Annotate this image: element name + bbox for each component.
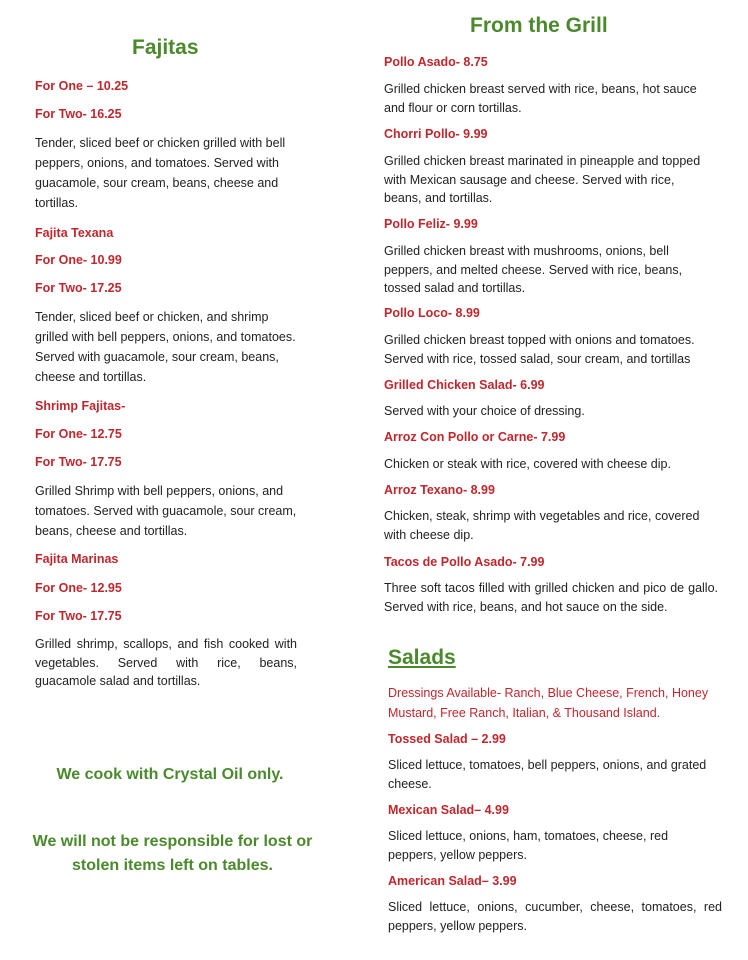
- grilled-chicken-salad-description: Served with your choice of dressing.: [384, 404, 585, 418]
- lost-items-note: We will not be responsible for lost or stolen items left on tables.: [32, 833, 313, 874]
- tacos-de-pollo-asado-description: Three soft tacos filled with grilled chicken and pico de gallo. Served with rice, beans, and hot sauce on the side.: [384, 581, 718, 614]
- arroz-con-pollo-name: Arroz Con Pollo or Carne- 7.99: [384, 430, 566, 444]
- american-salad-description: Sliced lettuce, onions, cucumber, cheese, tomatoes, red peppers, yellow peppers.: [388, 900, 722, 933]
- fajita-marinas-for-two-price: For Two- 17.75: [35, 609, 122, 623]
- pollo-asado-description: Grilled chicken breast served with rice, beans, hot sauce and flour or corn tortillas.: [384, 82, 697, 115]
- shrimp-fajitas-name: Shrimp Fajitas-: [35, 399, 126, 413]
- fajitas-for-two-price: For Two- 16.25: [35, 107, 122, 121]
- fajita-marinas-description: Grilled shrimp, scallops, and fish cooked with vegetables. Served with rice, beans, guacamole salad and tortillas.: [35, 637, 297, 688]
- fajita-texana-description: Tender, sliced beef or chicken, and shrimp grilled with bell peppers, onions, and tomatoes. Served with guacamole, sour cream, beans, cheese and tortillas.: [35, 310, 296, 384]
- pollo-feliz-description: Grilled chicken breast with mushrooms, onions, bell peppers, and melted cheese. Served with rice, beans, tossed salad and tortillas.: [384, 244, 683, 295]
- mexican-salad-name: Mexican Salad– 4.99: [388, 803, 509, 817]
- fajitas-heading: Fajitas: [132, 36, 199, 59]
- pollo-asado-name: Pollo Asado- 8.75: [384, 55, 488, 69]
- shrimp-fajitas-description: Grilled Shrimp with bell peppers, onions, and tomatoes. Served with guacamole, sour cream, beans, cheese and tortillas.: [35, 484, 297, 538]
- fajitas-description: Tender, sliced beef or chicken grilled with bell peppers, onions, and tomatoes. Served with guacamole, sour cream, beans, cheese and tortillas.: [35, 136, 286, 210]
- american-salad-name: American Salad– 3.99: [388, 874, 517, 888]
- fajita-texana-for-one-price: For One- 10.99: [35, 253, 122, 267]
- shrimp-fajitas-for-two-price: For Two- 17.75: [35, 455, 122, 469]
- shrimp-fajitas-for-one-price: For One- 12.75: [35, 427, 122, 441]
- fajita-marinas-name: Fajita Marinas: [35, 552, 119, 566]
- salads-heading: Salads: [388, 646, 456, 669]
- pollo-loco-name: Pollo Loco- 8.99: [384, 306, 480, 320]
- crystal-oil-note: We cook with Crystal Oil only.: [56, 766, 284, 783]
- tossed-salad-description: Sliced lettuce, tomatoes, bell peppers, onions, and grated cheese.: [388, 758, 707, 791]
- fajita-marinas-for-one-price: For One- 12.95: [35, 581, 122, 595]
- fajitas-for-one-price: For One – 10.25: [35, 79, 129, 93]
- pollo-feliz-name: Pollo Feliz- 9.99: [384, 217, 478, 231]
- arroz-texano-description: Chicken, steak, shrimp with vegetables and rice, covered with cheese dip.: [384, 509, 700, 542]
- mexican-salad-description: Sliced lettuce, onions, ham, tomatoes, cheese, red peppers, yellow peppers.: [388, 829, 669, 862]
- pollo-loco-description: Grilled chicken breast topped with onions and tomatoes. Served with rice, tossed salad, sour cream, and tortillas: [384, 333, 695, 366]
- grill-heading: From the Grill: [470, 14, 608, 37]
- arroz-texano-name: Arroz Texano- 8.99: [384, 483, 495, 497]
- tacos-de-pollo-asado-name: Tacos de Pollo Asado- 7.99: [384, 555, 545, 569]
- grilled-chicken-salad-name: Grilled Chicken Salad- 6.99: [384, 378, 545, 392]
- chorri-pollo-description: Grilled chicken breast marinated in pineapple and topped with Mexican sausage and cheese. Served with rice, beans, and tortillas.: [384, 154, 701, 205]
- arroz-con-pollo-description: Chicken or steak with rice, covered with cheese dip.: [384, 457, 671, 471]
- fajita-texana-for-two-price: For Two- 17.25: [35, 281, 122, 295]
- chorri-pollo-name: Chorri Pollo- 9.99: [384, 127, 488, 141]
- fajita-texana-name: Fajita Texana: [35, 226, 114, 240]
- tossed-salad-name: Tossed Salad – 2.99: [388, 732, 506, 746]
- dressings-available: Dressings Available- Ranch, Blue Cheese, French, Honey Mustard, Free Ranch, Italian, & Thousand Island.: [388, 686, 709, 720]
